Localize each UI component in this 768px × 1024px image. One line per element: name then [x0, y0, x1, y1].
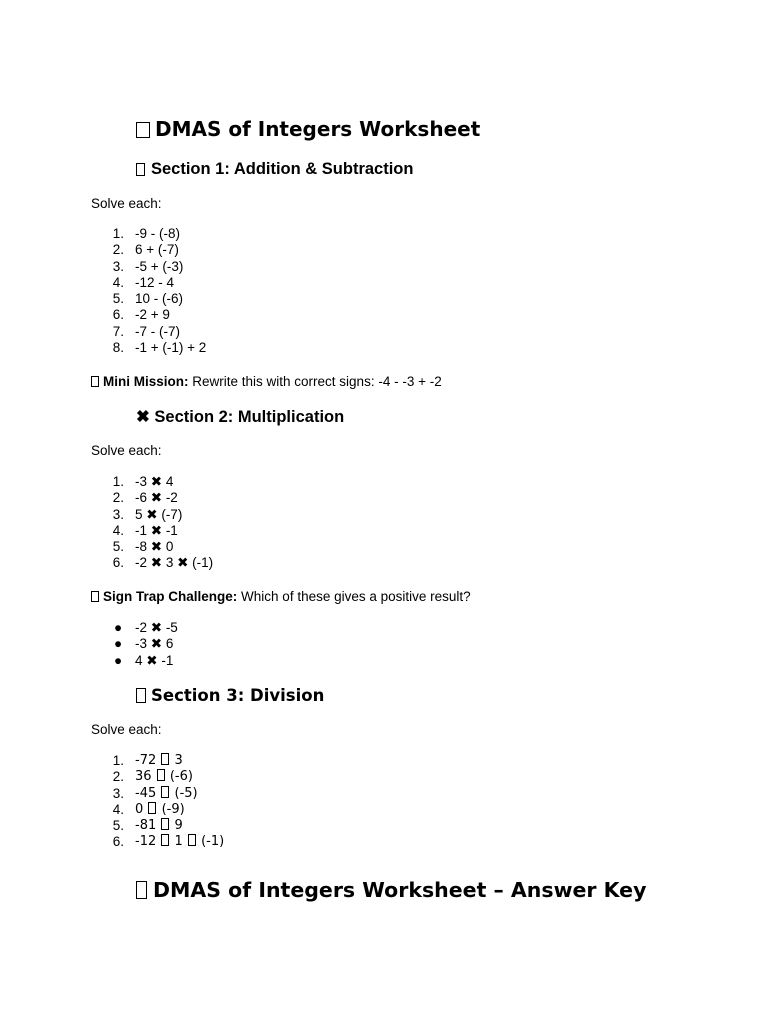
- section-1-instruction: Solve each:: [91, 196, 162, 211]
- sign-trap-label: Sign Trap Challenge:: [103, 589, 238, 604]
- answer-key-title: [136, 876, 646, 904]
- option-text: -3 ✖ 6: [135, 636, 174, 652]
- division-glyph-icon: [161, 786, 169, 798]
- answer-key-title-text: DMAS of Integers Worksheet – Answer Key: [153, 878, 647, 902]
- problem-text: 5 ✖ (-7): [135, 506, 183, 522]
- section-1-heading: [136, 158, 413, 180]
- section-2-problem-list: [91, 474, 213, 572]
- list-item: 1. -3 ✖ 4: [112, 474, 174, 489]
- division-glyph-icon: [188, 834, 196, 846]
- section-1-heading-text: Section 1: Addition & Subtraction: [151, 160, 414, 178]
- section-3-heading-text: Section 3: Division: [151, 686, 325, 705]
- list-item: 6. -2 + 9: [112, 307, 170, 323]
- sign-trap-text: Which of these gives a positive result?: [241, 589, 471, 604]
- multiply-icon: ✖: [136, 408, 150, 426]
- sign-trap-options: [91, 620, 178, 669]
- problem-text: 10 - (-6): [135, 291, 184, 307]
- problem-text: -2 ✖ 3 ✖ (-1): [135, 555, 214, 571]
- option-text: -2 ✖ -5: [135, 620, 178, 635]
- missing-glyph-icon: [136, 122, 150, 138]
- option-text: 4 ✖ -1: [135, 652, 174, 668]
- list-item: 2. 6 + (-7): [112, 242, 179, 258]
- list-item: 8. -1 + (-1) + 2: [112, 340, 207, 356]
- list-item: 3. 5 ✖ (-7): [112, 506, 183, 522]
- list-item: 3. -45 (-5): [112, 785, 198, 801]
- problem-text: -3 ✖ 4: [135, 474, 174, 489]
- list-item: 4. -12 - 4: [112, 274, 175, 290]
- list-item: 5. 10 - (-6): [112, 291, 184, 307]
- problem-text: -9 - (-8): [135, 226, 180, 241]
- list-item: 1. -72 3: [112, 753, 183, 768]
- list-item: ● 4 ✖ -1: [114, 652, 174, 668]
- list-item: 4. 0 (-9): [112, 801, 185, 817]
- section-1-problem-list: [91, 226, 206, 356]
- division-glyph-icon: [161, 753, 169, 765]
- list-item: 6. -2 ✖ 3 ✖ (-1): [112, 555, 214, 571]
- problem-text: -6 ✖ -2: [135, 490, 178, 506]
- problem-text: 6 + (-7): [135, 242, 179, 258]
- list-item: 7. -7 - (-7): [112, 323, 180, 339]
- mini-mission-label: Mini Mission:: [103, 374, 189, 389]
- mini-mission-text: Rewrite this with correct signs: -4 - -3 + -2: [192, 374, 442, 389]
- list-item: ● -2 ✖ -5: [114, 620, 178, 635]
- division-glyph-icon: [148, 802, 156, 814]
- list-item: 4. -1 ✖ -1: [112, 522, 178, 538]
- problem-text: -2 + 9: [135, 307, 170, 323]
- division-glyph-icon: [157, 769, 165, 781]
- sign-trap-challenge: [91, 588, 471, 605]
- problem-text: -8 ✖ 0: [135, 539, 174, 555]
- problem-text: -5 + (-3): [135, 258, 184, 274]
- problem-text: -7 - (-7): [135, 323, 180, 339]
- list-item: 2. -6 ✖ -2: [112, 490, 178, 506]
- problem-text: -12 - 4: [135, 274, 175, 290]
- problem-text: -1 ✖ -1: [135, 522, 178, 538]
- mini-mission: [91, 373, 442, 390]
- section-2-heading: [136, 406, 344, 428]
- page-title-text: DMAS of Integers Worksheet: [155, 117, 481, 141]
- division-glyph-icon: [161, 834, 169, 846]
- missing-glyph-icon: [91, 376, 99, 387]
- list-item: 5. -8 ✖ 0: [112, 539, 174, 555]
- list-item: 3. -5 + (-3): [112, 258, 184, 274]
- missing-glyph-icon: [136, 688, 146, 703]
- problem-text: -1 + (-1) + 2: [135, 340, 207, 356]
- division-glyph-icon: [161, 818, 169, 830]
- section-2-heading-text: Section 2: Multiplication: [154, 408, 345, 426]
- missing-glyph-icon: [136, 163, 145, 176]
- section-3-heading: [136, 685, 324, 707]
- list-item: 1. -9 - (-8): [112, 226, 180, 241]
- list-item: ● -3 ✖ 6: [114, 636, 174, 652]
- list-item: 6. -12 1 (-1): [112, 834, 225, 850]
- page-title: [136, 116, 480, 142]
- section-3-instruction: Solve each:: [91, 722, 162, 737]
- list-item: 2. 36 (-6): [112, 769, 193, 785]
- list-item: 5. -81 9: [112, 818, 183, 834]
- missing-glyph-icon: [91, 591, 99, 602]
- missing-glyph-icon: [136, 881, 147, 899]
- section-3-problem-list: [91, 753, 224, 851]
- section-2-instruction: Solve each:: [91, 443, 162, 458]
